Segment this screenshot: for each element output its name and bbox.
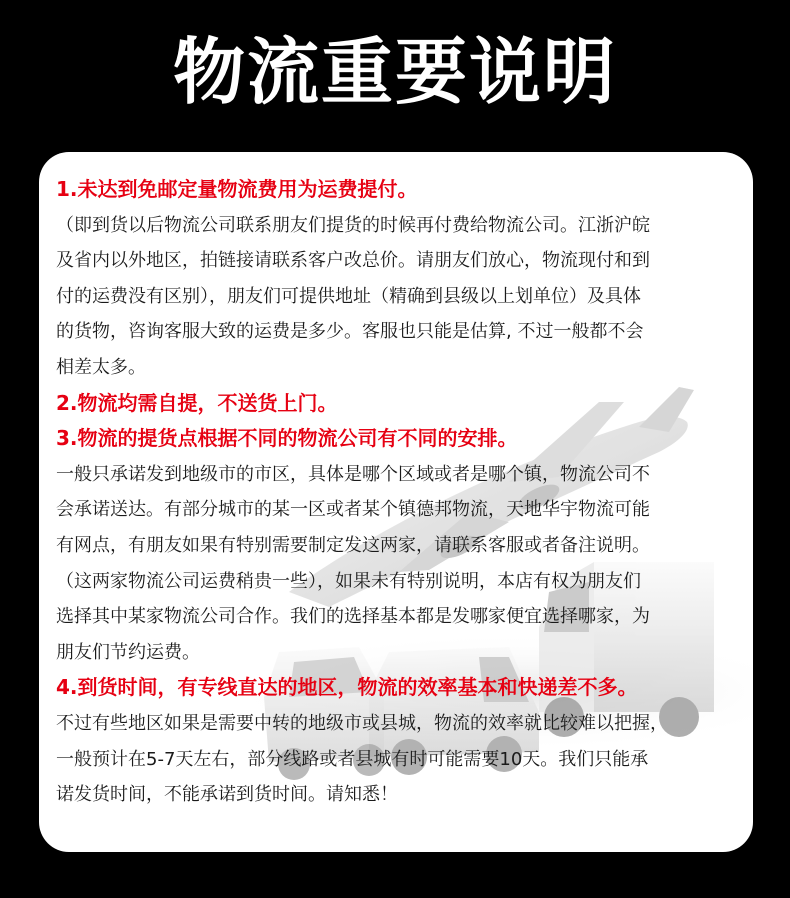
paragraph-line: （这两家物流公司运费稍贵一些），如果未有特别说明，本店有权为朋友们 [56, 570, 641, 592]
paragraph-line: 相差太多。 [56, 356, 146, 378]
paragraph-line: 一般预计在5-7天左右，部分线路或者县城有时可能需要10天。我们只能承 [56, 748, 649, 770]
heading-self-pickup: 2.物流均需自提，不送货上门。 [56, 390, 338, 415]
paragraph-line: 诺发货时间，不能承诺到货时间。请知悉！ [56, 784, 398, 806]
paragraph-line: 选择其中某家物流公司合作。我们的选择基本都是发哪家便宜选择哪家，为 [56, 606, 650, 628]
paragraph-line: 朋友们节约运费。 [56, 641, 200, 663]
heading-pickup-points: 3.物流的提货点根据不同的物流公司有不同的安排。 [56, 426, 518, 451]
paragraph-line: 的货物，咨询客服大致的运费是多少。客服也只能是估算, 不过一般都不会 [56, 321, 644, 343]
heading-arrival-time: 4.到货时间，有专线直达的地区，物流的效率基本和快递差不多。 [56, 675, 638, 700]
paragraph-line: 一般只承诺发到地级市的市区，具体是哪个区域或者是哪个镇，物流公司不 [56, 463, 650, 485]
paragraph-line: 会承诺送达。有部分城市的某一区或者某个镇德邦物流，天地华宇物流可能 [56, 499, 650, 521]
paragraph-line: （即到货以后物流公司联系朋友们提货的时候再付费给物流公司。江浙沪皖 [56, 214, 650, 236]
paragraph-line: 有网点，有朋友如果有特别需要制定发这两家，请联系客服或者备注说明。 [56, 534, 650, 556]
info-card [39, 152, 753, 852]
paragraph-line: 付的运费没有区别），朋友们可提供地址（精确到县级以上划单位）及具体 [56, 285, 641, 307]
paragraph-line: 不过有些地区如果是需要中转的地级市或县城，物流的效率就比较难以把握， [56, 712, 668, 734]
paragraph-line: 及省内以外地区，拍链接请联系客户改总价。请朋友们放心，物流现付和到 [56, 250, 650, 272]
notice-text [56, 172, 746, 813]
heading-free-shipping: 1.未达到免邮定量物流费用为运费提付。 [56, 177, 418, 201]
page-title: 物流重要说明 [172, 30, 617, 114]
